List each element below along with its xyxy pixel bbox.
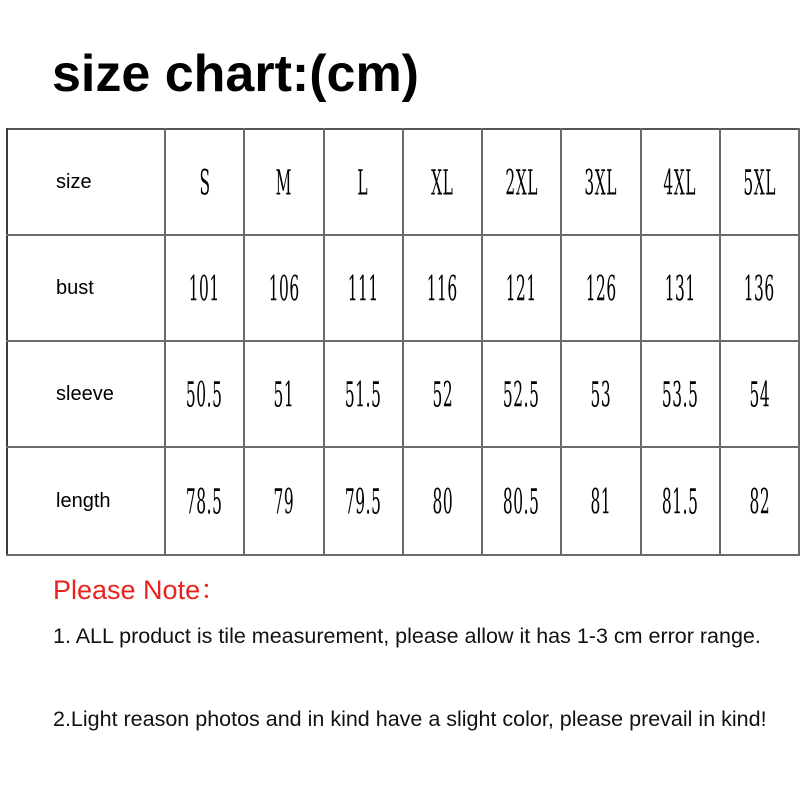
row-label-size: size (56, 170, 92, 193)
measurement-value: 136 (743, 267, 775, 309)
table-row-sleeve (7, 341, 799, 447)
table-cell (641, 129, 720, 235)
measurement-value: 80 (432, 480, 453, 522)
size-label: 3XL (584, 161, 618, 203)
table-cell (324, 129, 403, 235)
size-label: S (199, 161, 211, 203)
table-cell (403, 341, 482, 447)
size-label: XL (431, 161, 454, 203)
row-header-cell (7, 129, 165, 235)
size-label: 4XL (663, 161, 697, 203)
table-cell (482, 129, 561, 235)
table-cell (561, 129, 640, 235)
table-cell (165, 341, 244, 447)
measurement-value: 80.5 (503, 480, 540, 522)
table-cell (482, 341, 561, 447)
table-cell (403, 447, 482, 555)
measurement-value: 131 (664, 267, 696, 309)
measurement-value: 53 (590, 373, 612, 415)
row-header-cell (7, 341, 165, 447)
table-cell (244, 341, 323, 447)
size-label: L (357, 161, 369, 203)
size-label: 2XL (505, 161, 538, 203)
table-cell (403, 129, 482, 235)
note-line-2: 2.Light reason photos and in kind have a slight color, please prevail in kind! (53, 707, 767, 731)
measurement-value: 50.5 (186, 373, 223, 415)
measurement-value: 54 (749, 373, 770, 415)
measurement-value: 52 (432, 373, 453, 415)
table-cell (482, 447, 561, 555)
table-row-length (7, 447, 799, 555)
table-cell (324, 235, 403, 341)
size-label: 5XL (743, 161, 776, 203)
measurement-value: 52.5 (503, 373, 540, 415)
row-label-bust: bust (56, 276, 94, 299)
row-header-cell (7, 235, 165, 341)
page-title: size chart:(cm) (52, 45, 419, 103)
note-line-1: 1. ALL product is tile measurement, please allow it has 1-3 cm error range. (53, 624, 761, 648)
measurement-value: 82 (749, 480, 770, 522)
table-cell (720, 129, 799, 235)
table-cell (244, 129, 323, 235)
table-cell (641, 447, 720, 555)
row-header-cell (7, 447, 165, 555)
table-cell (244, 447, 323, 555)
table-row-bust (7, 235, 799, 341)
row-label-length: length (56, 489, 111, 512)
measurement-value: 121 (506, 267, 538, 309)
measurement-value: 79.5 (344, 480, 382, 522)
row-label-sleeve: sleeve (56, 382, 114, 405)
table-cell (244, 235, 323, 341)
measurement-value: 81.5 (661, 480, 699, 522)
table-cell (403, 235, 482, 341)
table-cell (720, 235, 799, 341)
table-row-size (7, 129, 799, 235)
measurement-value: 111 (347, 267, 379, 309)
table-cell (720, 341, 799, 447)
measurement-value: 116 (426, 267, 458, 309)
measurement-value: 51.5 (344, 373, 382, 415)
measurement-value: 79 (273, 480, 295, 522)
measurement-value: 78.5 (186, 480, 223, 522)
measurement-value: 126 (585, 267, 617, 309)
table-cell (482, 235, 561, 341)
measurement-value: 81 (590, 480, 612, 522)
size-chart-table (6, 128, 800, 556)
measurement-value: 51 (273, 373, 295, 415)
measurement-value: 106 (268, 267, 300, 309)
note-heading: Please Note： (53, 575, 228, 605)
table-cell (165, 129, 244, 235)
table-cell (561, 447, 640, 555)
table-cell (165, 235, 244, 341)
table-cell (324, 341, 403, 447)
measurement-value: 101 (189, 267, 221, 309)
size-label: M (275, 161, 293, 203)
table-cell (165, 447, 244, 555)
table-cell (641, 235, 720, 341)
table-cell (641, 341, 720, 447)
table-cell (561, 235, 640, 341)
table-cell (561, 341, 640, 447)
table-cell (720, 447, 799, 555)
measurement-value: 53.5 (661, 373, 699, 415)
table-cell (324, 447, 403, 555)
